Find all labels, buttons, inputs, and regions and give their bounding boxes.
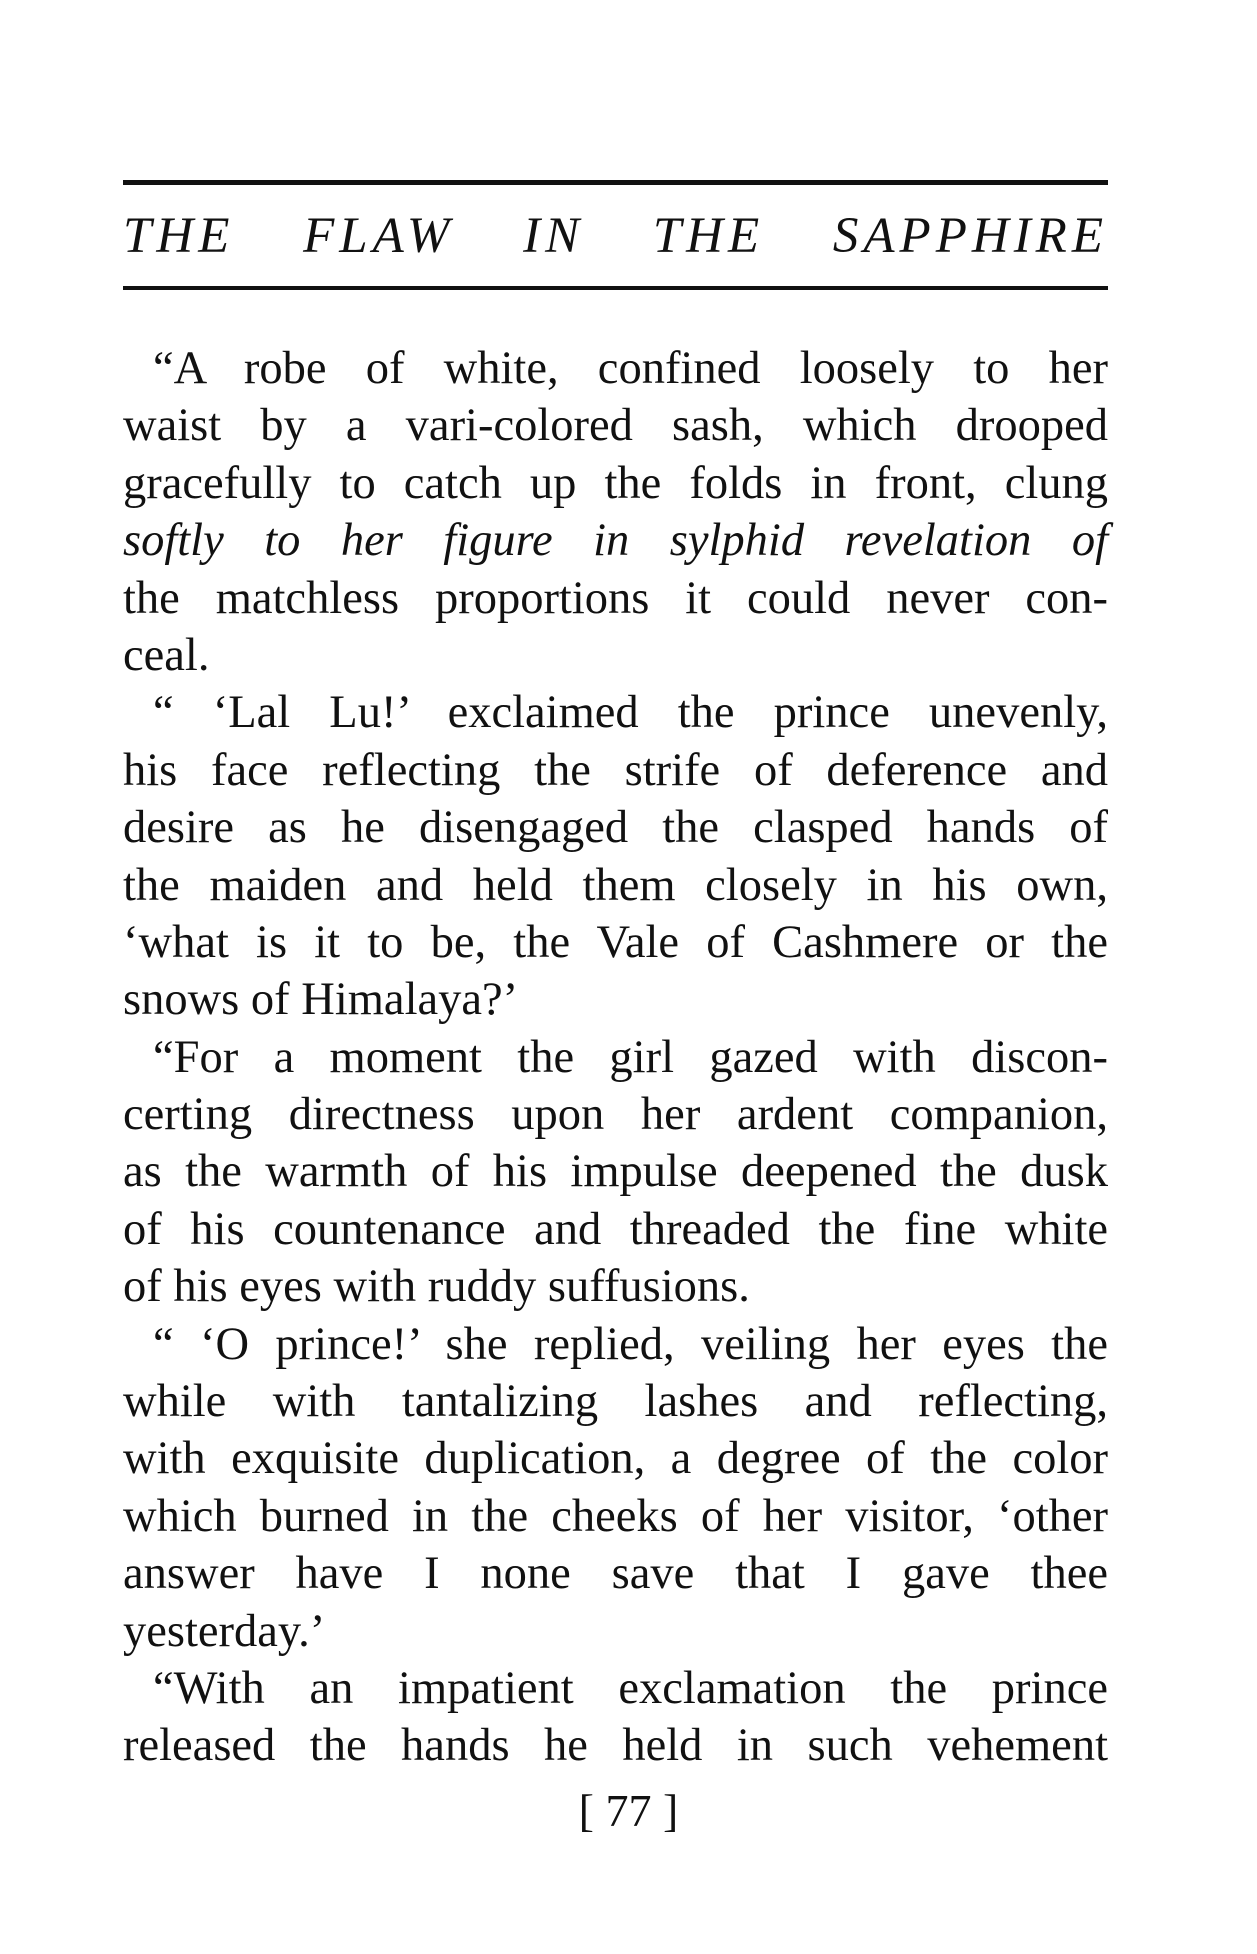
text-line: “ ‘Lal Lu!’ exclaimed the prince unevenly, — [153, 687, 1108, 739]
text-line: softly to her figure in sylphid revelation of — [123, 515, 1108, 567]
text-line: answer have I none save that I gave thee — [123, 1548, 1108, 1600]
text-line: certing directness upon her ardent companion, — [123, 1089, 1108, 1141]
text-line: his face reflecting the strife of deference and — [123, 744, 1108, 796]
text-line: gracefully to catch up the folds in front, clung — [123, 457, 1108, 509]
text-line: ceal. — [123, 629, 210, 681]
text-line: the matchless proportions it could never con- — [123, 572, 1108, 624]
header-rule-top — [123, 180, 1108, 185]
text-line: yesterday.’ — [123, 1605, 326, 1657]
text-line: with exquisite duplication, a degree of the color — [123, 1433, 1108, 1485]
body-text — [123, 340, 1108, 1775]
text-line: of his eyes with ruddy suffusions. — [123, 1261, 750, 1313]
header-rule-bottom — [123, 286, 1108, 290]
text-line: waist by a vari-colored sash, which drooped — [123, 400, 1108, 452]
text-line: desire as he disengaged the clasped hands of — [123, 802, 1108, 854]
text-line: the maiden and held them closely in his own, — [123, 859, 1108, 911]
page-number: [ 77 ] — [578, 1785, 679, 1836]
running-head: THE FLAW IN THE SAPPHIRE — [123, 208, 1108, 264]
text-line: “A robe of white, confined loosely to her — [153, 343, 1108, 394]
text-line: “With an impatient exclamation the prince — [153, 1662, 1108, 1714]
text-line: released the hands he held in such vehement — [123, 1720, 1108, 1772]
text-line: while with tantalizing lashes and reflecting, — [123, 1376, 1108, 1428]
text-line: “For a moment the girl gazed with discon- — [153, 1031, 1108, 1083]
text-line: “ ‘O prince!’ she replied, veiling her eyes the — [153, 1318, 1108, 1370]
text-line: as the warmth of his impulse deepened the dusk — [123, 1146, 1108, 1198]
text-line: snows of Himalaya?’ — [123, 974, 519, 1026]
text-line: of his countenance and threaded the fine white — [123, 1203, 1108, 1255]
text-line: ‘what is it to be, the Vale of Cashmere or the — [123, 916, 1108, 968]
text-line: which burned in the cheeks of her visitor, ‘other — [123, 1490, 1108, 1542]
